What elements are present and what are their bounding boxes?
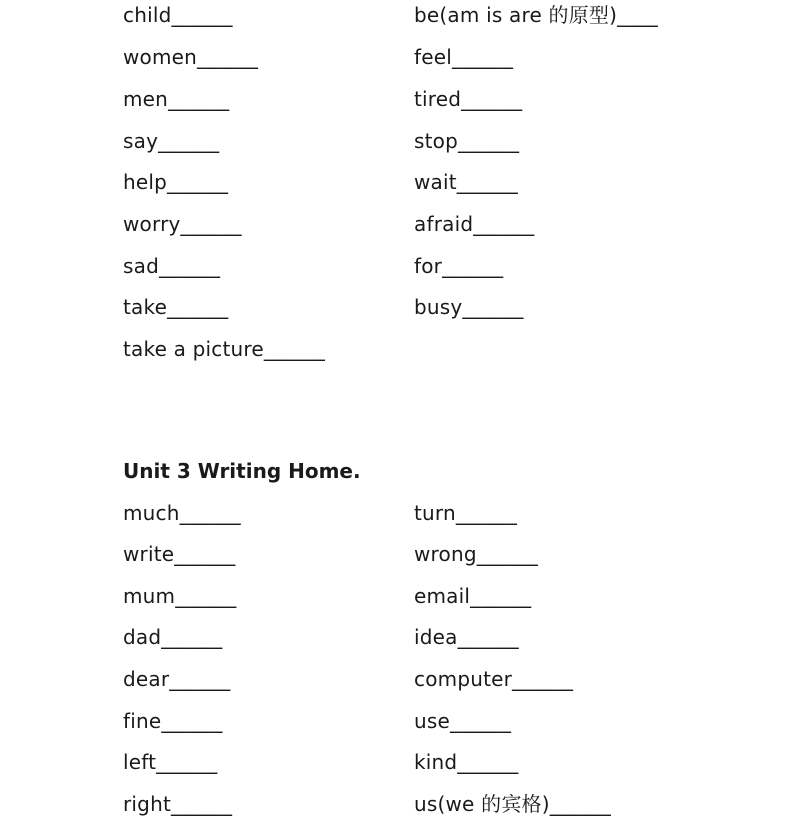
vocab-item: women______ — [123, 45, 259, 69]
vocab-item: use______ — [414, 709, 512, 733]
vocab-item: worry______ — [123, 212, 242, 236]
vocab-item: kind______ — [414, 750, 519, 774]
vocab-item: fine______ — [123, 709, 223, 733]
vocab-item: for______ — [414, 254, 504, 278]
vocab-item: computer______ — [414, 667, 574, 691]
vocab-item: left______ — [123, 750, 218, 774]
vocab-item: be(am is are 的原型)____ — [414, 3, 658, 27]
vocab-item: wrong______ — [414, 542, 538, 566]
vocab-item: email______ — [414, 584, 532, 608]
vocab-item: stop______ — [414, 129, 520, 153]
vocab-item: wait______ — [414, 170, 519, 194]
vocab-item: tired______ — [414, 87, 523, 111]
vocab-item: dad______ — [123, 625, 223, 649]
vocab-item: afraid______ — [414, 212, 535, 236]
vocab-item: feel______ — [414, 45, 514, 69]
vocab-item: sad______ — [123, 254, 221, 278]
vocab-item: dear______ — [123, 667, 231, 691]
vocab-item: child______ — [123, 3, 233, 27]
vocab-item: mum______ — [123, 584, 237, 608]
vocab-item: help______ — [123, 170, 229, 194]
vocab-item: right______ — [123, 792, 233, 816]
unit3-heading: Unit 3 Writing Home. — [123, 459, 361, 483]
vocab-item: idea______ — [414, 625, 519, 649]
vocab-item: turn______ — [414, 501, 518, 525]
vocab-item: take______ — [123, 295, 229, 319]
vocab-item: say______ — [123, 129, 220, 153]
vocab-item: busy______ — [414, 295, 524, 319]
vocab-item: write______ — [123, 542, 236, 566]
vocab-item: take a picture______ — [123, 337, 326, 361]
vocab-item: much______ — [123, 501, 241, 525]
vocab-item: men______ — [123, 87, 230, 111]
vocab-item: us(we 的宾格)______ — [414, 792, 611, 816]
